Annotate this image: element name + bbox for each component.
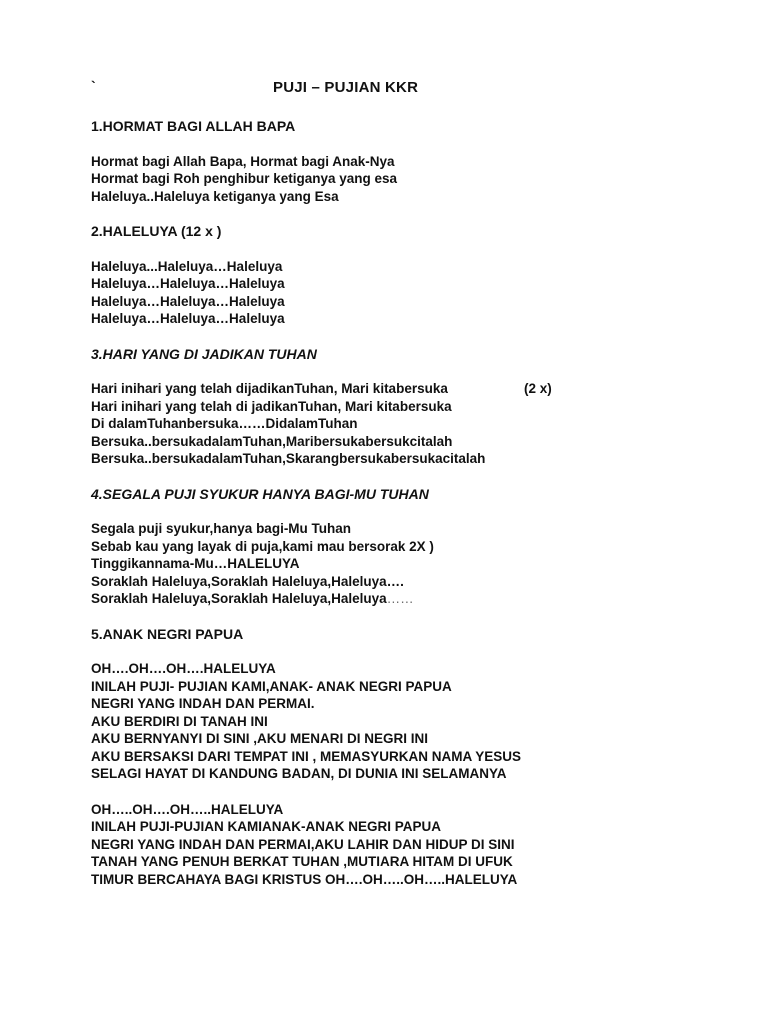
lyric-line: Tinggikannama-Mu…HALELUYA — [91, 556, 300, 571]
lyric-line: INILAH PUJI- PUJIAN KAMI,ANAK- ANAK NEGRI PAPUA — [91, 678, 452, 694]
lyric-line: NEGRI YANG INDAH DAN PERMAI,AKU LAHIR DAN HIDUP DI SINI — [91, 836, 515, 852]
song-title: 1.HORMAT BAGI ALLAH BAPA — [91, 118, 296, 134]
lyric-line: Segala puji syukur,hanya bagi-Mu Tuhan — [91, 521, 352, 536]
stray-backtick: ` — [91, 78, 96, 94]
lyric-line: Di dalamTuhanbersuka……DidalamTuhan — [91, 416, 358, 431]
song-1 — [91, 118, 751, 205]
lyric-tail: …… — [386, 591, 414, 606]
lyric-text: Soraklah Haleluya,Soraklah Haleluya,Haleluya — [91, 591, 387, 606]
lyric-line: TANAH YANG PENUH BERKAT TUHAN ,MUTIARA HITAM DI UFUK — [91, 854, 513, 869]
lyric-line — [91, 590, 751, 608]
lyric-line — [91, 380, 751, 398]
lyric-line: SELAGI HAYAT DI KANDUNG BADAN, DI DUNIA INI SELAMANYA — [91, 766, 507, 781]
lyric-line: AKU BERNYANYI DI SINI ,AKU MENARI DI NEGRI INI — [91, 731, 429, 746]
lyric-line: AKU BERDIRI DI TANAH INI — [91, 713, 268, 729]
lyric-line: Hormat bagi Roh penghibur ketiganya yang esa — [91, 171, 398, 186]
document-content — [91, 118, 751, 906]
verse-1 — [91, 660, 751, 783]
lyric-line: Haleluya..Haleluya ketiganya yang Esa — [91, 188, 339, 204]
song-title: 4.SEGALA PUJI SYUKUR HANYA BAGI-MU TUHAN — [91, 485, 429, 502]
lyric-line: Haleluya…Haleluya…Haleluya — [91, 293, 285, 309]
song-3 — [91, 346, 751, 468]
song-title: 2.HALELUYA (12 x ) — [91, 223, 222, 239]
song-2 — [91, 223, 751, 328]
lyric-line: Haleluya…Haleluya…Haleluya — [91, 276, 285, 291]
repeat-note: (2 x) — [524, 381, 552, 396]
lyric-text: Hari inihari yang telah dijadikanTuhan, Mari kitabersuka — [91, 381, 448, 396]
lyric-line: Haleluya...Haleluya…Haleluya — [91, 258, 283, 274]
lyric-line: Sebab kau yang layak di puja,kami mau bersorak 2X ) — [91, 538, 434, 554]
lyric-line: OH…..OH….OH…..HALELUYA — [91, 801, 284, 817]
lyric-line: TIMUR BERCAHAYA BAGI KRISTUS OH….OH…..OH…..HALELUYA — [91, 871, 518, 887]
lyric-line: INILAH PUJI-PUJIAN KAMIANAK-ANAK NEGRI PAPUA — [91, 819, 442, 834]
song-4 — [91, 486, 751, 608]
song-title: 3.HARI YANG DI JADIKAN TUHAN — [91, 345, 317, 362]
lyric-line: Bersuka..bersukadalamTuhan,Skarangbersukabersukacitalah — [91, 451, 486, 466]
lyric-line: NEGRI YANG INDAH DAN PERMAI. — [91, 696, 315, 711]
lyric-line: Haleluya…Haleluya…Haleluya — [91, 311, 285, 326]
lyric-line: Bersuka..bersukadalamTuhan,Maribersukabersukcitalah — [91, 433, 453, 449]
song-title: 5.ANAK NEGRI PAPUA — [91, 625, 244, 642]
song-5 — [91, 626, 751, 889]
document-title: PUJI – PUJIAN KKR — [273, 79, 419, 96]
lyric-line: Hormat bagi Allah Bapa, Hormat bagi Anak-Nya — [91, 153, 395, 169]
lyric-line: AKU BERSAKSI DARI TEMPAT INI , MEMASYURKAN NAMA YESUS — [91, 748, 522, 764]
lyric-line: Soraklah Haleluya,Soraklah Haleluya,Haleluya…. — [91, 573, 404, 589]
lyric-line: Hari inihari yang telah di jadikanTuhan, Mari kitabersuka — [91, 398, 452, 414]
verse-2 — [91, 801, 751, 889]
lyric-line: OH….OH….OH….HALELUYA — [91, 661, 276, 676]
